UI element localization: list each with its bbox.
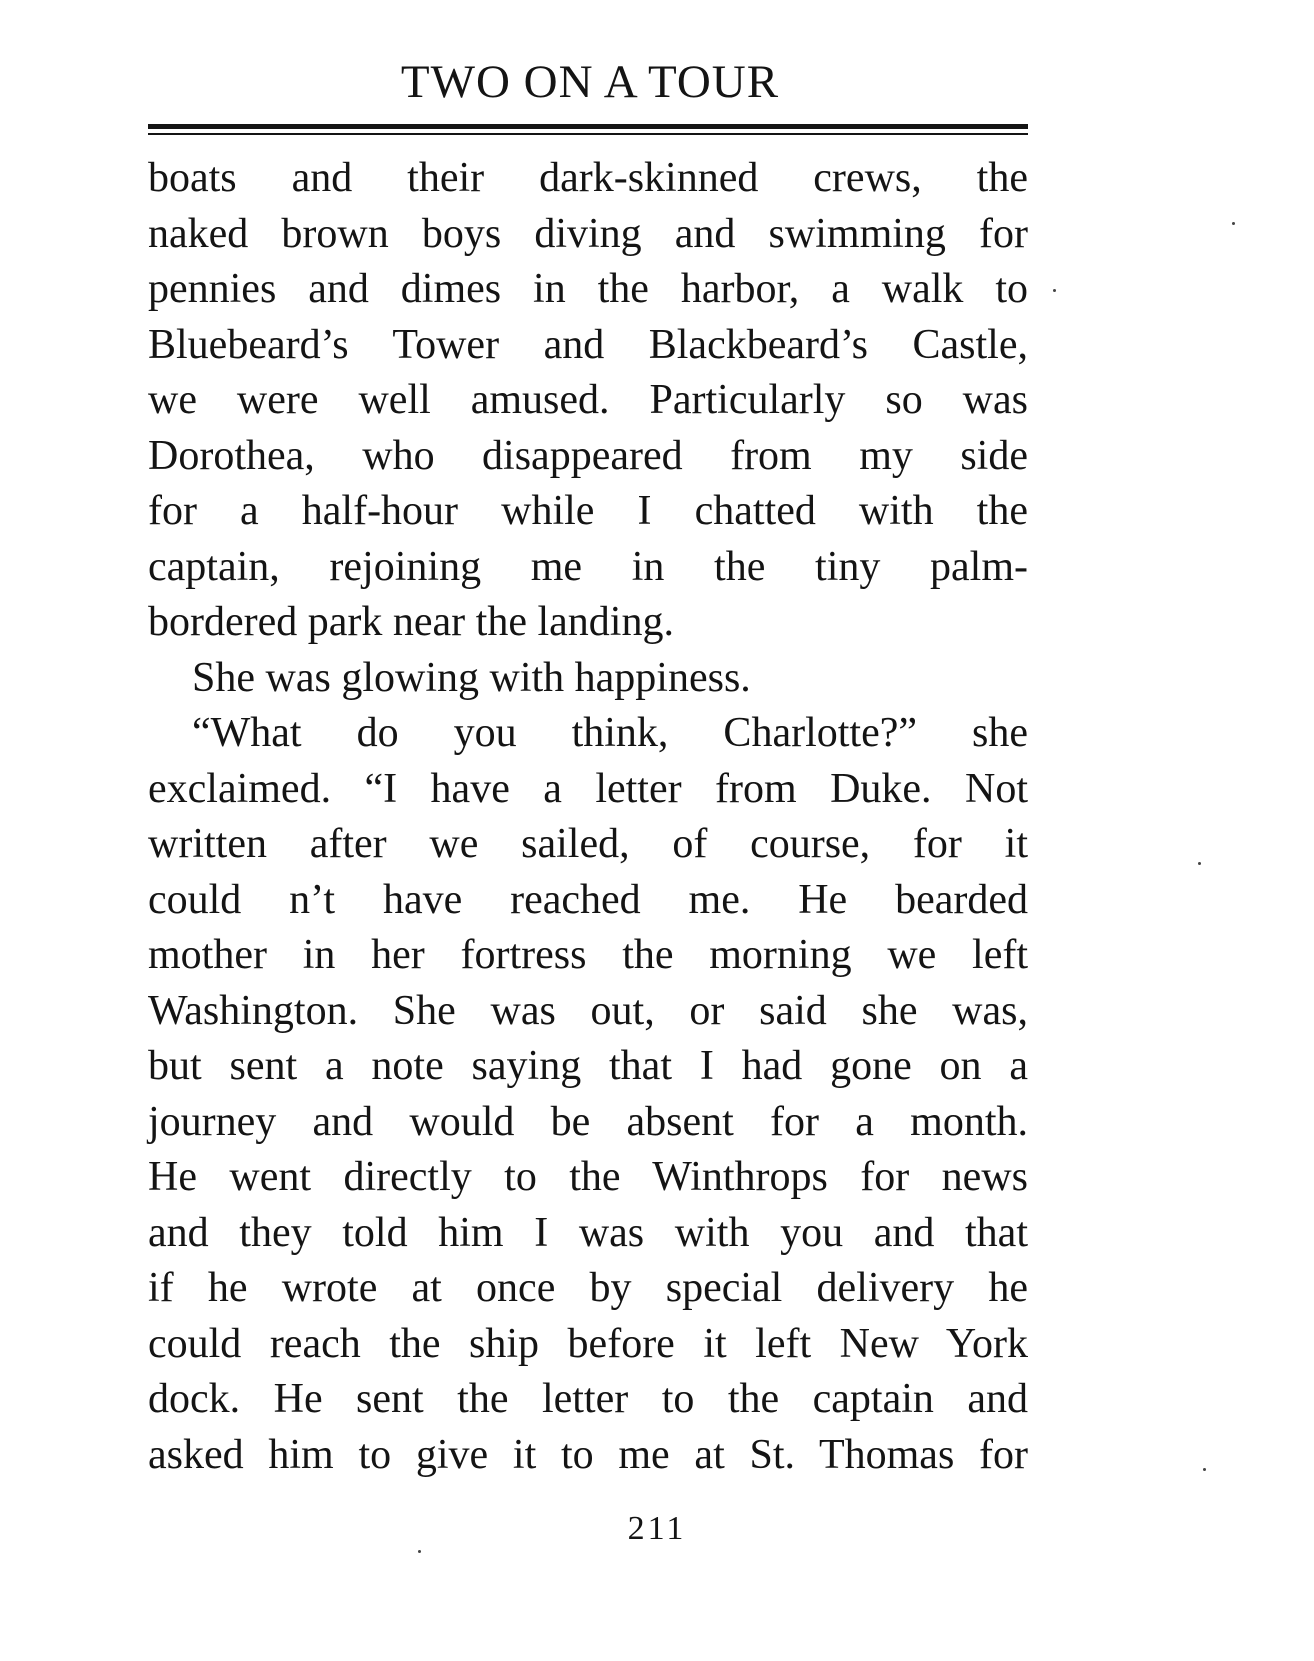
text-line: for a half-hour while I chatted with the xyxy=(148,488,1028,534)
page-number: 211 xyxy=(627,1510,687,1547)
text-line: could reach the ship before it left New York xyxy=(148,1320,1028,1367)
body-text xyxy=(148,151,1028,1483)
scan-speck xyxy=(1232,222,1235,225)
header-rule-thick xyxy=(148,124,1028,129)
text-line: Washington. She was out, or said she was, xyxy=(148,987,1028,1034)
running-title: TWO ON A TOUR xyxy=(400,56,780,108)
text-line: bordered park near the landing. xyxy=(148,599,674,645)
scan-speck xyxy=(1198,862,1201,865)
text-line: “What do you think, Charlotte?” she xyxy=(192,710,1028,756)
text-line: captain, rejoining me in the tiny palm- xyxy=(148,543,1028,590)
text-line: asked him to give it to me at St. Thomas for xyxy=(148,1431,1028,1478)
text-line: Bluebeard’s Tower and Blackbeard’s Castle, xyxy=(148,321,1028,368)
text-line: naked brown boys diving and swimming for xyxy=(148,210,1028,257)
text-line: Dorothea, who disappeared from my side xyxy=(148,432,1028,479)
text-line: He went directly to the Winthrops for news xyxy=(148,1154,1028,1200)
text-line: dock. He sent the letter to the captain and xyxy=(148,1376,1028,1422)
scan-speck xyxy=(418,1550,421,1553)
text-line: but sent a note saying that I had gone on a xyxy=(148,1043,1028,1089)
text-line: and they told him I was with you and that xyxy=(148,1209,1028,1256)
text-line: pennies and dimes in the harbor, a walk to xyxy=(148,266,1028,312)
text-line: if he wrote at once by special delivery he xyxy=(148,1265,1028,1311)
text-line: mother in her fortress the morning we left xyxy=(148,932,1028,978)
text-line: exclaimed. “I have a letter from Duke. Not xyxy=(148,765,1028,812)
text-line: boats and their dark-skinned crews, the xyxy=(148,155,1028,201)
scan-speck xyxy=(1053,289,1056,292)
text-line: journey and would be absent for a month. xyxy=(148,1098,1028,1145)
text-line: we were well amused. Particularly so was xyxy=(148,377,1028,423)
text-line: She was glowing with happiness. xyxy=(192,654,751,701)
text-line: written after we sailed, of course, for it xyxy=(148,821,1028,867)
scan-speck xyxy=(1203,1468,1206,1471)
header-rule-thin xyxy=(148,133,1028,135)
text-line: could n’t have reached me. He bearded xyxy=(148,876,1028,923)
